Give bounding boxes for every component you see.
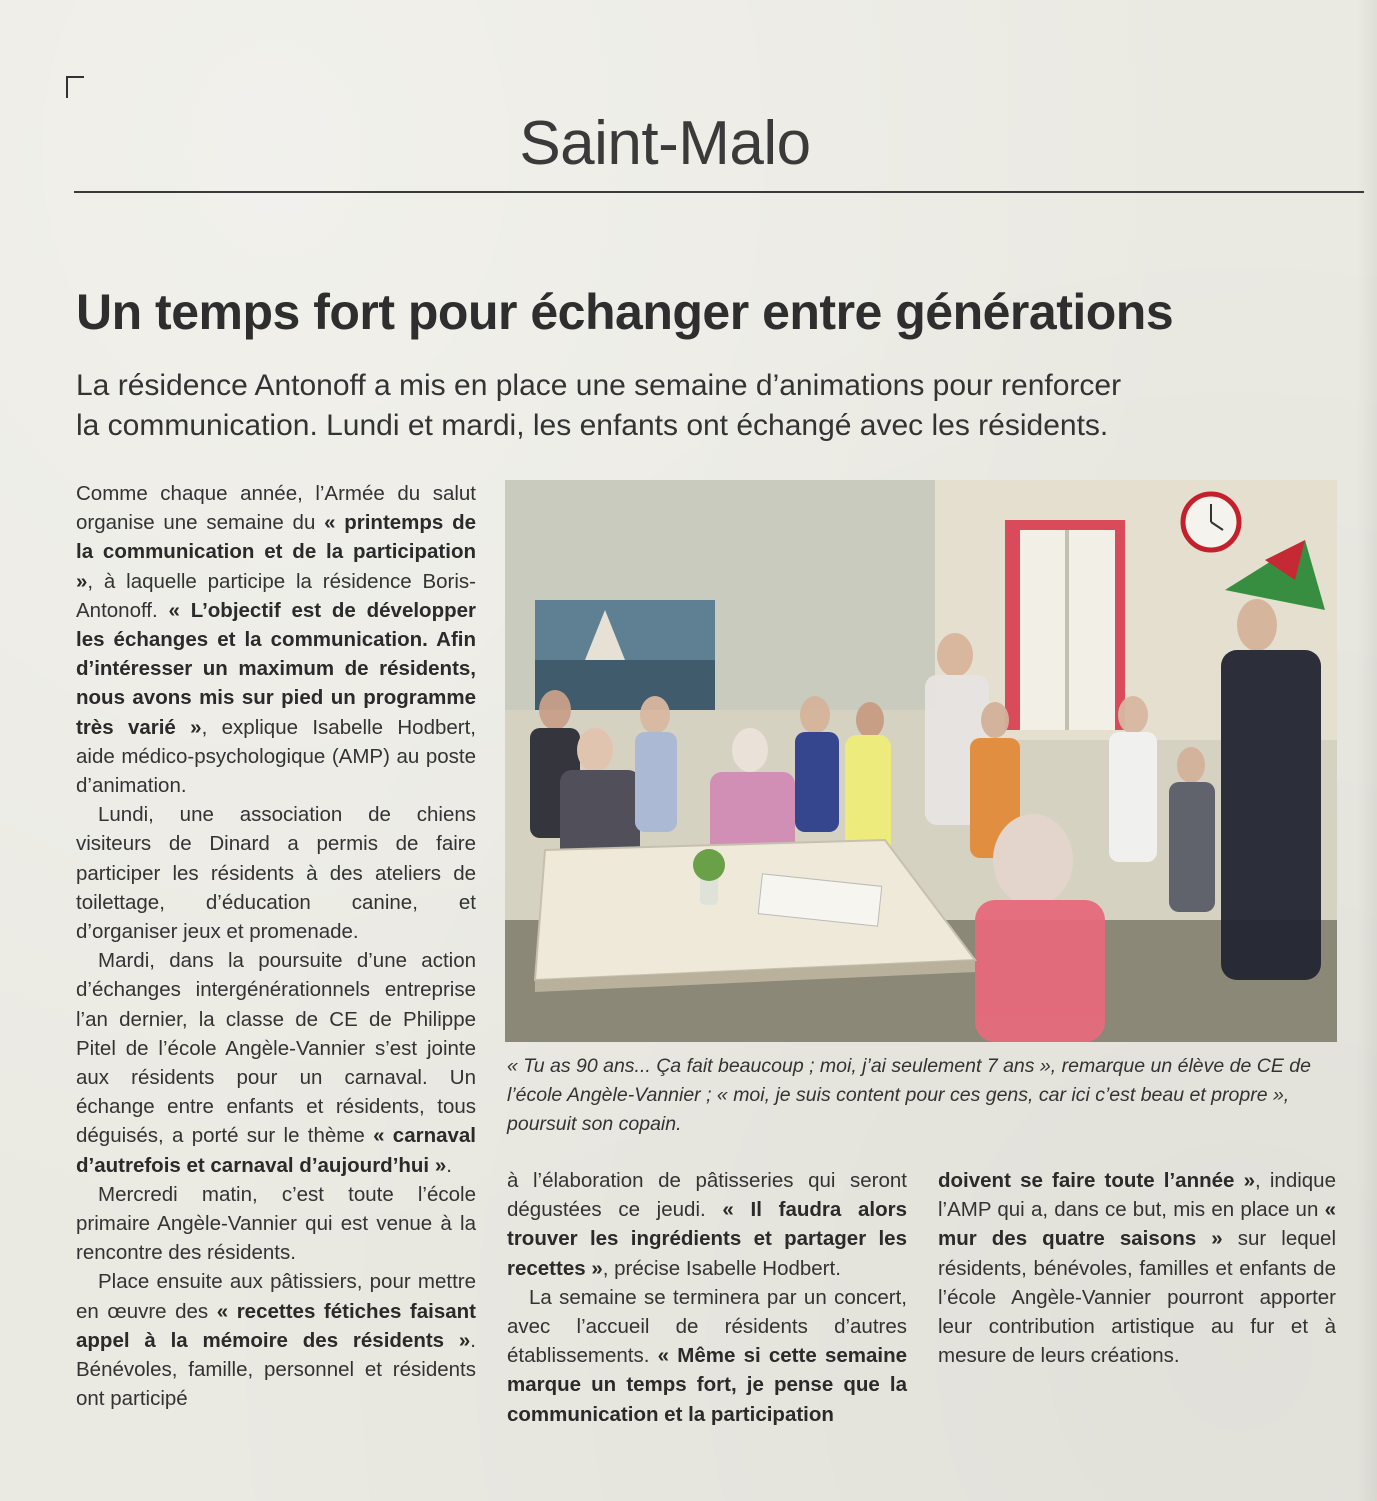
text-run-bold: « carnaval d’autrefois et carnaval d’aujourd’hui »	[76, 1124, 476, 1177]
text-run: sur lequel résidents, bénévoles, familles et enfants de l’école Angèle-Vannier pourront apporter leur contribution artistique au fur et à mesure de leurs créations.	[938, 1227, 1336, 1368]
text-run-bold: doivent se faire toute l’année »	[938, 1169, 1255, 1192]
section-rule	[74, 191, 1364, 193]
text-run: Comme chaque année, l’Armée du salut organise une semaine du	[76, 482, 476, 535]
text-run-bold: « Il faudra alors trouver les ingrédients et partager les recettes »	[507, 1198, 907, 1280]
text-run: , explique Isabelle Hodbert, aide médico-psychologique (AMP) au poste d’animation.	[76, 715, 476, 798]
text-run: Place ensuite aux pâtissiers, pour mettre en œuvre des	[76, 1270, 476, 1323]
paragraph-pastry	[76, 1267, 476, 1413]
text-run: , indique l’AMP qui a, dans ce but, mis en place un	[938, 1169, 1336, 1222]
crop-mark	[66, 76, 84, 98]
standfirst-line: la communication. Lundi et mardi, les enfants ont échangé avec les résidents.	[76, 409, 1109, 442]
paragraph-tuesday	[76, 946, 476, 1180]
scan-edge	[1357, 0, 1377, 1501]
paragraph-concert	[507, 1283, 907, 1429]
article-headline: Un temps fort pour échanger entre générations	[76, 284, 1174, 340]
text-run: Mardi, dans la poursuite d’une action d’échanges intergénérationnels entreprise l’an dernier, la classe de CE de Philippe Pitel de l’école Angèle-Vannier s’est jointe aux résidents pour un carnaval. Un échange entre enfants et résidents, tous déguisés, a porté sur le thème	[76, 949, 476, 1148]
text-run-bold: « recettes fétiches faisant appel à la mémoire des résidents »	[76, 1299, 476, 1352]
paragraph-pastry-cont	[507, 1166, 907, 1283]
paragraph-monday: Lundi, une association de chiens visiteurs de Dinard a permis de faire participer les résidents à des ateliers de toilettage, d’éducation canine, et d’organiser jeux et promenade.	[76, 803, 476, 944]
paragraph-concert-cont	[938, 1166, 1336, 1370]
article-column-1	[76, 479, 476, 1414]
paragraph-intro	[76, 479, 476, 800]
text-run-bold: « Même si cette semaine marque un temps fort, je pense que la communication et la participation	[507, 1344, 907, 1426]
section-title: Saint-Malo	[519, 109, 811, 178]
photo-illustration	[505, 480, 1337, 1042]
paragraph-wednesday: Mercredi matin, c’est toute l’école primaire Angèle-Vannier qui est venue à la rencontre des résidents.	[76, 1182, 476, 1265]
article-standfirst	[76, 366, 1336, 446]
photo-caption: « Tu as 90 ans... Ça fait beaucoup ; moi, j’ai seulement 7 ans », remarque un élève de CE de l’école Angèle-Vannier ; « moi, je suis content pour ces gens, car ici c’est beau et propre », poursuit son copain.	[507, 1055, 1311, 1135]
standfirst-line: La résidence Antonoff a mis en place une semaine d’animations pour renforcer	[76, 369, 1122, 402]
article-column-2	[507, 1166, 907, 1429]
text-run-bold: « mur des quatre saisons »	[938, 1198, 1336, 1251]
text-run: .	[446, 1153, 452, 1177]
text-run: à l’élaboration de pâtisseries qui seront dégustées ce jeudi.	[507, 1169, 907, 1222]
article-photo	[505, 480, 1337, 1042]
text-run-bold: « L’objectif est de développer les échanges et la communication. Afin d’intéresser un maximum de résidents, nous avons mis sur pied un programme très varié »	[76, 598, 476, 739]
text-run-bold: « printemps de la communication et de la participation »	[76, 511, 476, 593]
text-run: La semaine se terminera par un concert, avec l’accueil de résidents d’autres établissements.	[507, 1285, 907, 1368]
text-run: , précise Isabelle Hodbert.	[602, 1256, 841, 1280]
text-run: . Bénévoles, famille, personnel et résidents ont participé	[76, 1328, 476, 1411]
text-run: , à laquelle participe la résidence Boris-Antonoff.	[76, 569, 476, 622]
article-column-3	[938, 1166, 1336, 1370]
